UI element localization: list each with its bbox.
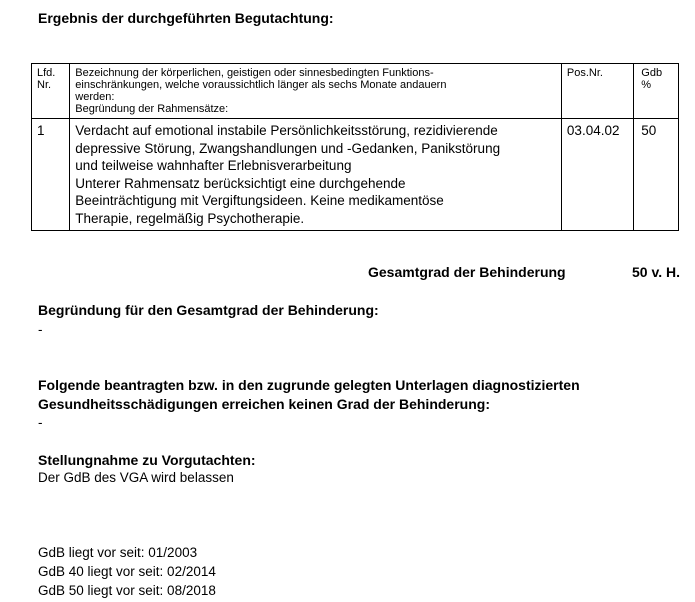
diagnosis-line: Therapie, regelmäßig Psychotherapie. xyxy=(75,210,305,226)
diagnosis-line: depressive Störung, Zwangshandlungen und -Gedanken, Panikstörung xyxy=(75,140,501,156)
header-bezeichnung xyxy=(70,64,562,119)
diagnosis-line: und teilweise wahnhafter Erlebnisverarbeitung xyxy=(75,158,352,173)
cell-lfd-nr: 1 xyxy=(32,119,70,231)
keine-gdb-heading-line2: Gesundheitsschädigungen erreichen keinen Grad der Behinderung: xyxy=(38,396,490,412)
begruendung-text: - xyxy=(38,322,43,337)
cell-diagnosis xyxy=(70,119,562,231)
header-bezeichnung-line: einschränkungen, welche voraussichtlich länger als sechs Monate andauern xyxy=(75,79,447,91)
diagnosis-line: Beeinträchtigung mit Vergiftungsideen. Keine medikamentöse xyxy=(75,193,444,208)
vorgutachten-heading: Stellungnahme zu Vorgutachten: xyxy=(38,452,256,468)
diagnosis-line: Verdacht auf emotional instabile Persönlichkeitsstörung, rezidivierende xyxy=(75,123,498,138)
begruendung-heading: Begründung für den Gesamtgrad der Behinderung: xyxy=(38,302,379,318)
header-lfd-nr-line: Nr. xyxy=(37,79,52,91)
header-lfd-nr xyxy=(32,64,70,119)
header-bezeichnung-line: Begründung der Rahmensätze: xyxy=(75,103,229,115)
header-bezeichnung-line: werden: xyxy=(75,91,115,103)
header-lfd-nr-line: Lfd. xyxy=(37,67,56,79)
gesamtgrad-label: Gesamtgrad der Behinderung xyxy=(368,264,566,280)
vorgutachten-text: Der GdB des VGA wird belassen xyxy=(38,470,234,485)
cell-pos-nr: 03.04.02 xyxy=(561,119,633,231)
diagnosis-line: Unterer Rahmensatz berücksichtigt eine durchgehende xyxy=(75,175,406,191)
gdb-history-item: GdB 50 liegt vor seit: 08/2018 xyxy=(38,583,216,598)
table-header-row xyxy=(32,64,679,119)
keine-gdb-text: - xyxy=(38,415,43,430)
header-pos-nr: Pos.Nr. xyxy=(561,64,633,119)
gesamtgrad-value: 50 v. H. xyxy=(632,264,680,280)
header-gdb: Gdb % xyxy=(634,64,679,119)
cell-gdb: 50 xyxy=(634,119,679,231)
gdb-history-item: GdB 40 liegt vor seit: 02/2014 xyxy=(38,564,216,579)
header-bezeichnung-line: Bezeichnung der körperlichen, geistigen oder sinnesbedingten Funktions- xyxy=(75,67,434,79)
gdb-history-item: GdB liegt vor seit: 01/2003 xyxy=(38,545,198,560)
section-heading: Ergebnis der durchgeführten Begutachtung: xyxy=(38,10,334,26)
table-row xyxy=(32,119,679,231)
keine-gdb-heading-line1: Folgende beantragten bzw. in den zugrunde gelegten Unterlagen diagnostizierten xyxy=(38,377,580,393)
assessment-table xyxy=(31,63,679,231)
